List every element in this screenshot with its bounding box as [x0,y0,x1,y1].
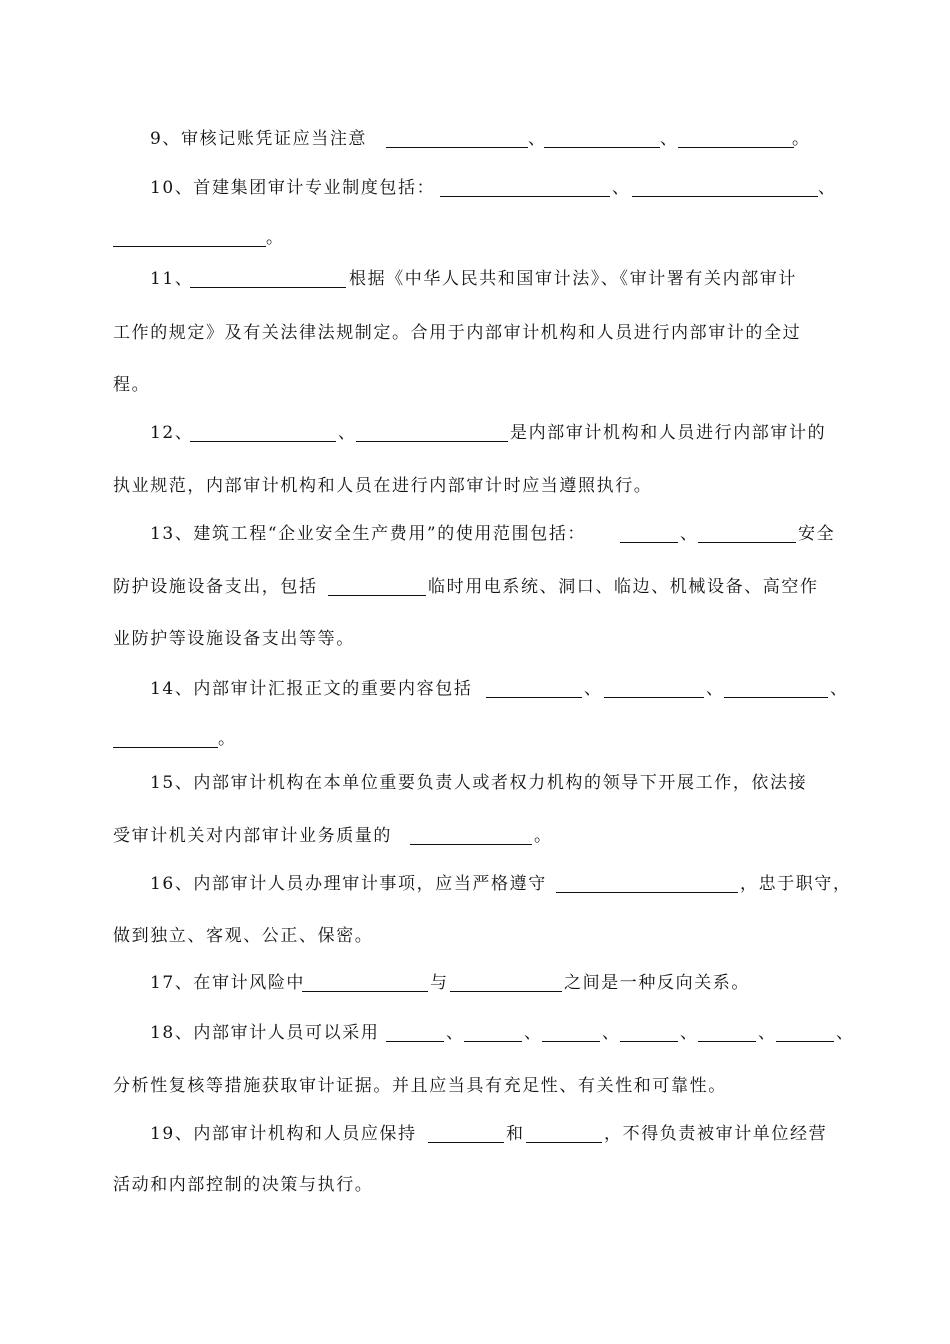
answer-blank[interactable] [526,1142,602,1143]
question-text: 临时用电系统、洞口、临边、机械设备、高空作 [428,577,819,597]
question-text: 受审计机关对内部审计业务质量的 [113,826,392,846]
question-11 [0,266,950,292]
question-text: 。 [266,228,285,248]
answer-blank[interactable] [620,1041,678,1042]
question-text: 11、 [150,269,194,289]
question-text: 业防护等设施设备支出等等。 [113,629,355,649]
answer-blank[interactable] [190,441,336,442]
question-text: 13、建筑工程“企业安全生产费用”的使用范围包括： [150,524,587,544]
question-text: 17、在审计风险中 [150,973,306,993]
question-18-line-2 [0,1073,950,1099]
question-text: 、 [524,1023,543,1043]
question-text: 活动和内部控制的决策与执行。 [113,1175,374,1195]
answer-blank[interactable] [698,542,796,543]
question-text: ，忠于职守， [740,874,852,894]
question-text: 分析性复核等措施获取审计证据。并且应当具有充足性、有关性和可靠性。 [113,1076,727,1096]
question-12 [0,420,950,446]
question-16 [0,871,950,897]
question-13-line-3 [0,626,950,652]
question-text: 、 [680,1023,699,1043]
answer-blank[interactable] [544,147,660,148]
question-text: 。 [218,729,237,749]
answer-blank[interactable] [410,844,532,845]
question-12-line-2 [0,473,950,499]
question-text: 安全 [798,524,836,544]
question-15 [0,770,950,796]
question-text: 10、首建集团审计专业制度包括： [150,178,436,198]
question-13 [0,521,950,547]
question-text: 和 [506,1124,525,1144]
answer-blank[interactable] [386,147,528,148]
question-text: 、 [338,423,357,443]
answer-blank[interactable] [386,1041,444,1042]
question-text: 14、内部审计汇报正文的重要内容包括 [150,679,473,699]
question-text: 、 [836,1023,855,1043]
question-text: 根据《中华人民共和国审计法》、《审计署有关内部审计 [349,269,797,289]
answer-blank[interactable] [428,1142,504,1143]
question-text: 工作的规定》及有关法律法规制定。合用于内部审计机构和人员进行内部审计的全过 [113,323,802,343]
question-text: 、 [612,178,631,198]
question-text: 、 [446,1023,465,1043]
question-13-line-2 [0,574,950,600]
question-16-line-2 [0,923,950,949]
question-text: 、 [758,1023,777,1043]
question-text: 9、审核记账凭证应当注意 [150,129,368,149]
answer-blank[interactable] [556,892,738,893]
question-text: 执业规范，内部审计机构和人员在进行内部审计时应当遵照执行。 [113,476,653,496]
question-text: 、 [602,1023,621,1043]
question-14 [0,676,950,702]
question-text: 。 [534,826,553,846]
question-text: 、 [706,679,725,699]
question-19-line-2 [0,1172,950,1198]
answer-blank[interactable] [698,1041,756,1042]
question-text: 防护设施设备支出，包括 [113,577,318,597]
answer-blank[interactable] [542,1041,600,1042]
answer-blank[interactable] [678,147,794,148]
question-9 [0,126,950,152]
answer-blank[interactable] [620,542,678,543]
answer-blank[interactable] [464,1041,522,1042]
answer-blank[interactable] [604,697,704,698]
question-text: 是内部审计机构和人员进行内部审计的 [510,423,827,443]
answer-blank[interactable] [328,595,426,596]
question-19 [0,1121,950,1147]
question-11-line-2 [0,320,950,346]
question-text: 18、内部审计人员可以采用 [150,1023,380,1043]
answer-blank[interactable] [113,747,218,748]
question-text: 15、内部审计机构在本单位重要负责人或者权力机构的领导下开展工作，依法接 [150,773,808,793]
question-17 [0,970,950,996]
question-text: ，不得负责被审计单位经营 [604,1124,828,1144]
question-text: 、 [818,178,837,198]
question-text: 12、 [150,423,194,443]
answer-blank[interactable] [113,246,266,247]
answer-blank[interactable] [440,196,610,197]
question-14-line-2 [0,726,950,752]
answer-blank[interactable] [190,287,346,288]
question-15-line-2 [0,823,950,849]
question-text: 、 [584,679,603,699]
question-text: 19、内部审计机构和人员应保持 [150,1124,417,1144]
question-text: 做到独立、客观、公正、保密。 [113,926,374,946]
question-text: 与 [430,973,449,993]
answer-blank[interactable] [302,991,428,992]
question-text: 、 [830,679,849,699]
question-10 [0,175,950,201]
question-text: 16、内部审计人员办理审计事项，应当严格遵守 [150,874,547,894]
question-10-line-2 [0,225,950,251]
question-text: 程。 [113,375,151,395]
answer-blank[interactable] [724,697,828,698]
answer-blank[interactable] [632,196,818,197]
answer-blank[interactable] [356,441,508,442]
question-text: 、 [680,524,699,544]
question-11-line-3 [0,372,950,398]
question-text: 、 [528,129,547,149]
question-text: 、 [660,129,679,149]
question-text: 之间是一种反向关系。 [564,973,750,993]
answer-blank[interactable] [450,991,562,992]
answer-blank[interactable] [486,697,582,698]
answer-blank[interactable] [776,1041,834,1042]
question-18 [0,1020,950,1046]
question-text: 。 [792,129,811,149]
